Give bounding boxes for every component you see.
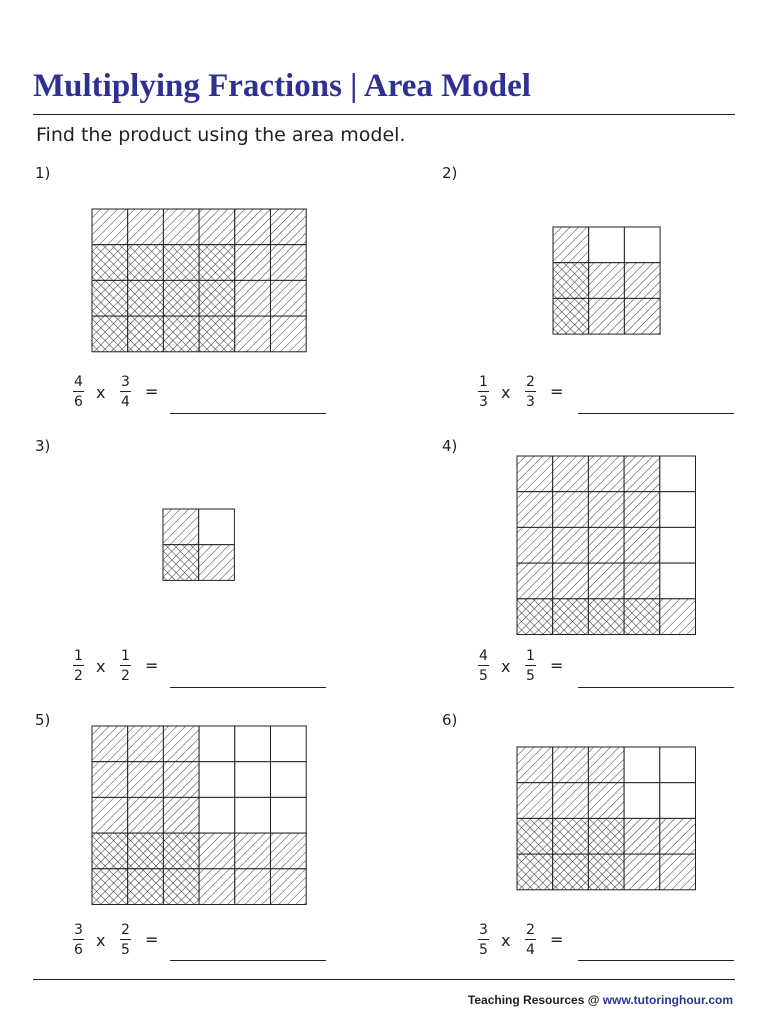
grid-cell (235, 833, 271, 869)
multiply-operator: x (501, 383, 511, 402)
answer-blank-2[interactable] (578, 413, 734, 414)
grid-cell (199, 245, 235, 281)
fraction-a-bar (73, 665, 84, 666)
grid-cell (235, 869, 271, 905)
fraction-a-denominator: 6 (74, 942, 83, 958)
fraction-b-denominator: 5 (121, 942, 130, 958)
grid-cell (235, 726, 271, 762)
title-divider (33, 114, 735, 115)
fraction-b (120, 922, 131, 958)
fraction-a-denominator: 2 (74, 668, 83, 684)
grid-cell (624, 298, 660, 334)
fraction-a-denominator: 5 (479, 668, 488, 684)
equals-sign: = (550, 930, 564, 949)
grid-cell (163, 316, 199, 352)
grid-cell (553, 599, 589, 635)
grid-cell (517, 854, 553, 890)
grid-cell (553, 747, 589, 783)
grid-cell (660, 563, 696, 599)
grid-cell (660, 854, 696, 890)
fraction-b-denominator: 4 (121, 394, 130, 410)
grid-cell (588, 783, 624, 819)
instruction-text: Find the product using the area model. (36, 124, 406, 146)
grid-cell (624, 492, 660, 528)
grid-cell (270, 726, 306, 762)
fraction-b-numerator: 2 (526, 922, 535, 938)
grid-cell (163, 869, 199, 905)
grid-cell (199, 545, 235, 581)
grid-cell (235, 209, 271, 245)
grid-cell (588, 456, 624, 492)
grid-cell (270, 316, 306, 352)
grid-cell (517, 563, 553, 599)
grid-cell (199, 833, 235, 869)
grid-cell (588, 818, 624, 854)
grid-cell (270, 762, 306, 798)
grid-cell (235, 280, 271, 316)
equals-sign: = (550, 656, 564, 675)
grid-cell (128, 209, 164, 245)
grid-cell (553, 783, 589, 819)
grid-cell (589, 227, 625, 263)
grid-cell (660, 527, 696, 563)
fraction-b (525, 648, 536, 684)
fraction-b (120, 374, 131, 410)
area-model-grid-6 (516, 746, 697, 891)
fraction-a-bar (478, 939, 489, 940)
grid-cell (163, 280, 199, 316)
problem-number: 5) (35, 711, 51, 729)
grid-cell (553, 298, 589, 334)
grid-cell (553, 227, 589, 263)
answer-blank-6[interactable] (578, 960, 734, 961)
grid-cell (589, 263, 625, 299)
multiply-operator: x (96, 383, 106, 402)
grid-cell (199, 726, 235, 762)
equals-sign: = (145, 382, 159, 401)
grid-cell (270, 280, 306, 316)
fraction-b-bar (525, 939, 536, 940)
area-model-grid-1 (91, 208, 307, 353)
grid-cell (163, 762, 199, 798)
multiply-operator: x (96, 931, 106, 950)
fraction-b-numerator: 1 (121, 648, 130, 664)
grid-cell (128, 869, 164, 905)
fraction-b-numerator: 2 (526, 374, 535, 390)
page-title: Multiplying Fractions | Area Model (33, 68, 531, 104)
area-model-grid-4 (516, 455, 697, 636)
grid-cell (553, 492, 589, 528)
fraction-b-numerator: 1 (526, 648, 535, 664)
multiply-operator: x (501, 931, 511, 950)
fraction-a (478, 374, 489, 410)
fraction-b-bar (120, 665, 131, 666)
fraction-a-denominator: 5 (479, 942, 488, 958)
grid-cell (128, 316, 164, 352)
grid-cell (624, 818, 660, 854)
problem-number: 1) (35, 164, 51, 182)
grid-cell (128, 245, 164, 281)
fraction-b-bar (525, 665, 536, 666)
fraction-a-denominator: 6 (74, 394, 83, 410)
grid-cell (199, 869, 235, 905)
grid-cell (199, 762, 235, 798)
area-model-grid-3 (162, 508, 235, 581)
grid-cell (660, 599, 696, 635)
grid-cell (517, 599, 553, 635)
grid-cell (92, 280, 128, 316)
fraction-a (73, 922, 84, 958)
grid-cell (92, 869, 128, 905)
grid-cell (163, 545, 199, 581)
grid-cell (588, 492, 624, 528)
fraction-a-bar (73, 939, 84, 940)
problem-number: 3) (35, 437, 51, 455)
grid-cell (92, 726, 128, 762)
grid-cell (588, 527, 624, 563)
grid-cell (92, 245, 128, 281)
multiply-operator: x (501, 657, 511, 676)
grid-cell (660, 818, 696, 854)
footer-divider (33, 979, 735, 980)
fraction-b-bar (120, 939, 131, 940)
grid-cell (92, 797, 128, 833)
fraction-b (525, 374, 536, 410)
answer-blank-5[interactable] (170, 960, 326, 961)
grid-cell (92, 762, 128, 798)
grid-cell (128, 726, 164, 762)
grid-cell (92, 209, 128, 245)
area-model-grid-5 (91, 725, 307, 906)
grid-cell (517, 492, 553, 528)
grid-cell (517, 818, 553, 854)
grid-cell (270, 833, 306, 869)
fraction-a-bar (478, 665, 489, 666)
area-model-grid-2 (552, 226, 661, 335)
grid-cell (235, 797, 271, 833)
grid-cell (235, 762, 271, 798)
answer-blank-4[interactable] (578, 687, 734, 688)
footer-link[interactable]: www.tutoringhour.com (602, 993, 733, 1007)
grid-cell (588, 854, 624, 890)
grid-cell (624, 854, 660, 890)
grid-cell (517, 783, 553, 819)
fraction-a-numerator: 1 (74, 648, 83, 664)
equals-sign: = (145, 930, 159, 949)
grid-cell (270, 245, 306, 281)
grid-cell (128, 797, 164, 833)
grid-cell (553, 263, 589, 299)
grid-cell (624, 263, 660, 299)
grid-cell (624, 747, 660, 783)
fraction-a-numerator: 4 (479, 648, 488, 664)
grid-cell (517, 456, 553, 492)
problem-number: 6) (442, 711, 458, 729)
multiply-operator: x (96, 657, 106, 676)
fraction-a (478, 922, 489, 958)
fraction-a (73, 374, 84, 410)
fraction-b-bar (525, 391, 536, 392)
fraction-b (120, 648, 131, 684)
grid-cell (235, 316, 271, 352)
fraction-a-numerator: 4 (74, 374, 83, 390)
grid-cell (660, 456, 696, 492)
grid-cell (588, 747, 624, 783)
grid-cell (92, 316, 128, 352)
grid-cell (199, 509, 235, 545)
fraction-a-denominator: 3 (479, 394, 488, 410)
fraction-b (525, 922, 536, 958)
grid-cell (270, 797, 306, 833)
grid-cell (270, 869, 306, 905)
grid-cell (589, 298, 625, 334)
grid-cell (624, 527, 660, 563)
grid-cell (624, 563, 660, 599)
grid-cell (660, 783, 696, 819)
fraction-a (73, 648, 84, 684)
grid-cell (199, 316, 235, 352)
grid-cell (163, 245, 199, 281)
grid-cell (624, 456, 660, 492)
grid-cell (517, 527, 553, 563)
grid-cell (660, 747, 696, 783)
grid-cell (624, 599, 660, 635)
grid-cell (128, 280, 164, 316)
grid-cell (235, 245, 271, 281)
fraction-b-bar (120, 391, 131, 392)
answer-blank-1[interactable] (170, 413, 326, 414)
footer-label: Teaching Resources @ (467, 993, 603, 1007)
grid-cell (128, 833, 164, 869)
fraction-b-numerator: 3 (121, 374, 130, 390)
problem-number: 2) (442, 164, 458, 182)
fraction-b-denominator: 5 (526, 668, 535, 684)
grid-cell (624, 783, 660, 819)
grid-cell (163, 726, 199, 762)
grid-cell (553, 854, 589, 890)
fraction-b-denominator: 4 (526, 942, 535, 958)
problem-number: 4) (442, 437, 458, 455)
grid-cell (517, 747, 553, 783)
grid-cell (553, 527, 589, 563)
grid-cell (270, 209, 306, 245)
fraction-a-numerator: 3 (74, 922, 83, 938)
grid-cell (553, 818, 589, 854)
grid-cell (199, 280, 235, 316)
fraction-a (478, 648, 489, 684)
grid-cell (163, 209, 199, 245)
fraction-b-denominator: 3 (526, 394, 535, 410)
equals-sign: = (145, 656, 159, 675)
grid-cell (199, 797, 235, 833)
fraction-a-numerator: 3 (479, 922, 488, 938)
grid-cell (128, 762, 164, 798)
grid-cell (553, 456, 589, 492)
fraction-b-numerator: 2 (121, 922, 130, 938)
grid-cell (163, 509, 199, 545)
answer-blank-3[interactable] (170, 687, 326, 688)
grid-cell (553, 563, 589, 599)
grid-cell (92, 833, 128, 869)
grid-cell (199, 209, 235, 245)
fraction-a-bar (478, 391, 489, 392)
grid-cell (163, 833, 199, 869)
grid-cell (588, 563, 624, 599)
grid-cell (624, 227, 660, 263)
fraction-a-numerator: 1 (479, 374, 488, 390)
grid-cell (588, 599, 624, 635)
fraction-b-denominator: 2 (121, 668, 130, 684)
grid-cell (660, 492, 696, 528)
grid-cell (163, 797, 199, 833)
fraction-a-bar (73, 391, 84, 392)
equals-sign: = (550, 382, 564, 401)
footer (468, 993, 733, 1007)
